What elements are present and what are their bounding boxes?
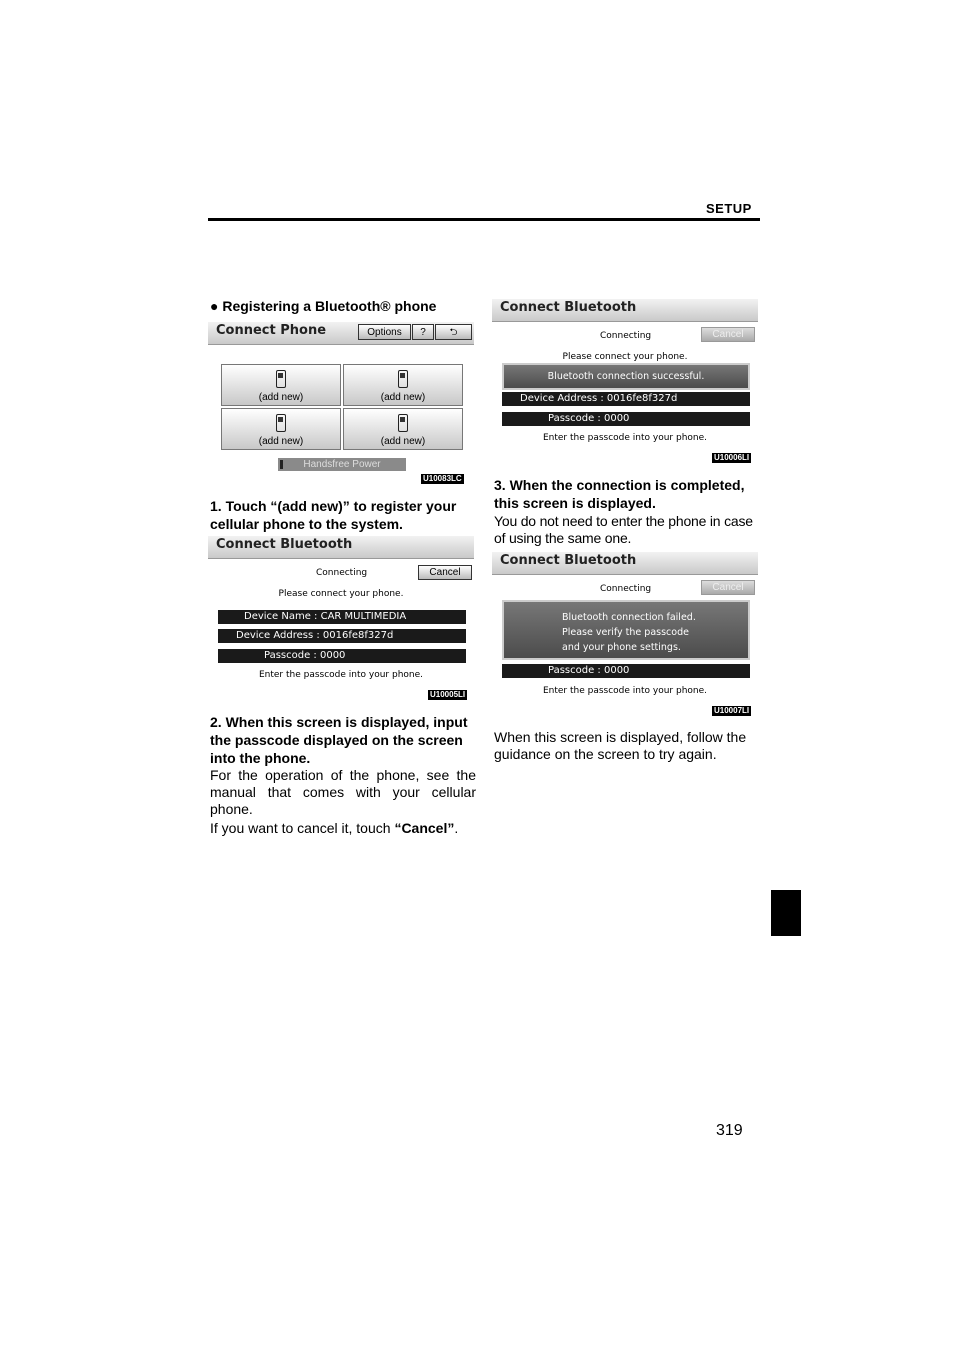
screen-title: Connect Bluetooth	[500, 300, 637, 315]
power-indicator	[280, 460, 283, 469]
tile-label: (add new)	[380, 392, 426, 403]
add-new-phone-button[interactable]	[343, 408, 463, 450]
passcode-instruction: Enter the passcode into your phone.	[542, 433, 708, 443]
paragraph: If you want to cancel it, touch “Cancel”.	[210, 820, 459, 836]
step-1: 1. Touch “(add new)” to register your cellular phone to the system.	[210, 498, 457, 532]
step-3: 3. When the connection is completed, this screen is displayed.	[494, 477, 745, 511]
add-new-phone-button[interactable]	[343, 364, 463, 406]
connecting-status: Connecting	[600, 331, 652, 341]
device-name-field: Device Name : CAR MULTIMEDIA	[218, 610, 466, 624]
header-rule	[208, 218, 760, 221]
connection-failed-screen	[492, 552, 758, 720]
paragraph: When this screen is displayed, follow the guidance on the screen to try again.	[494, 729, 747, 762]
passcode-field: Passcode : 0000	[502, 412, 750, 426]
connect-bluetooth-screen	[208, 536, 474, 702]
tile-label: (add new)	[258, 392, 304, 403]
passcode-instruction: Enter the passcode into your phone.	[542, 686, 708, 696]
device-address-field: Device Address : 0016fe8f327d	[502, 392, 750, 406]
figure-code: U10006LI	[714, 453, 750, 462]
cancel-button[interactable]: Cancel	[418, 565, 472, 580]
paragraph: For the operation of the phone, see the manual that comes with your cellular phone.	[210, 767, 476, 817]
failure-line: Please verify the passcode	[562, 627, 689, 638]
page-number: 319	[716, 1122, 743, 1139]
phone-icon	[398, 370, 408, 388]
connection-success-screen	[492, 299, 758, 467]
failure-line: and your phone settings.	[562, 642, 681, 653]
instruction-text: Please connect your phone.	[278, 589, 404, 599]
phone-icon	[398, 414, 408, 432]
success-message: Bluetooth connection successful.	[502, 363, 750, 390]
step-2: 2. When this screen is displayed, input the passcode displayed on the screen into the phone.	[210, 714, 468, 766]
help-button[interactable]: ?	[412, 324, 434, 340]
figure-code: U10007LI	[714, 706, 750, 715]
connecting-status: Connecting	[316, 568, 368, 578]
screen-titlebar	[208, 536, 474, 559]
failure-line: Bluetooth connection failed.	[562, 612, 696, 623]
back-button[interactable]	[435, 324, 472, 340]
section-title: ● Registering a Bluetooth® phone	[210, 298, 437, 314]
screen-titlebar	[492, 299, 758, 322]
connect-phone-screen	[208, 322, 474, 484]
screen-title: Connect Bluetooth	[216, 537, 353, 552]
figure-code: U10005LI	[430, 690, 466, 699]
back-arrow-icon: ⮌	[449, 327, 458, 338]
cancel-button[interactable]: Cancel	[701, 580, 755, 595]
screen-title: Connect Phone	[216, 323, 327, 338]
screen-titlebar	[492, 552, 758, 575]
handsfree-power-button[interactable]	[278, 458, 406, 471]
passcode-field: Passcode : 0000	[218, 649, 466, 663]
instruction-text: Please connect your phone.	[562, 352, 688, 362]
bullet-icon: ●	[210, 298, 223, 314]
failure-message	[502, 600, 750, 660]
paragraph: You do not need to enter the phone in case of using the same one.	[494, 513, 753, 546]
phone-icon	[276, 414, 286, 432]
figure-code: U10083LC	[423, 474, 462, 483]
device-address-field: Device Address : 0016fe8f327d	[218, 629, 466, 643]
add-new-phone-button[interactable]	[221, 408, 341, 450]
handsfree-label: Handsfree Power	[303, 459, 381, 470]
add-new-phone-button[interactable]	[221, 364, 341, 406]
phone-icon	[276, 370, 286, 388]
tile-label: (add new)	[258, 436, 304, 447]
section-header: SETUP	[706, 201, 752, 216]
screen-title: Connect Bluetooth	[500, 553, 637, 568]
passcode-instruction: Enter the passcode into your phone.	[258, 670, 424, 680]
connecting-status: Connecting	[600, 584, 652, 594]
cancel-button[interactable]: Cancel	[701, 327, 755, 342]
tile-label: (add new)	[380, 436, 426, 447]
options-button[interactable]: Options	[358, 324, 411, 340]
cancel-reference: “Cancel”	[394, 820, 455, 836]
passcode-field: Passcode : 0000	[502, 664, 750, 678]
section-tab	[771, 890, 801, 936]
